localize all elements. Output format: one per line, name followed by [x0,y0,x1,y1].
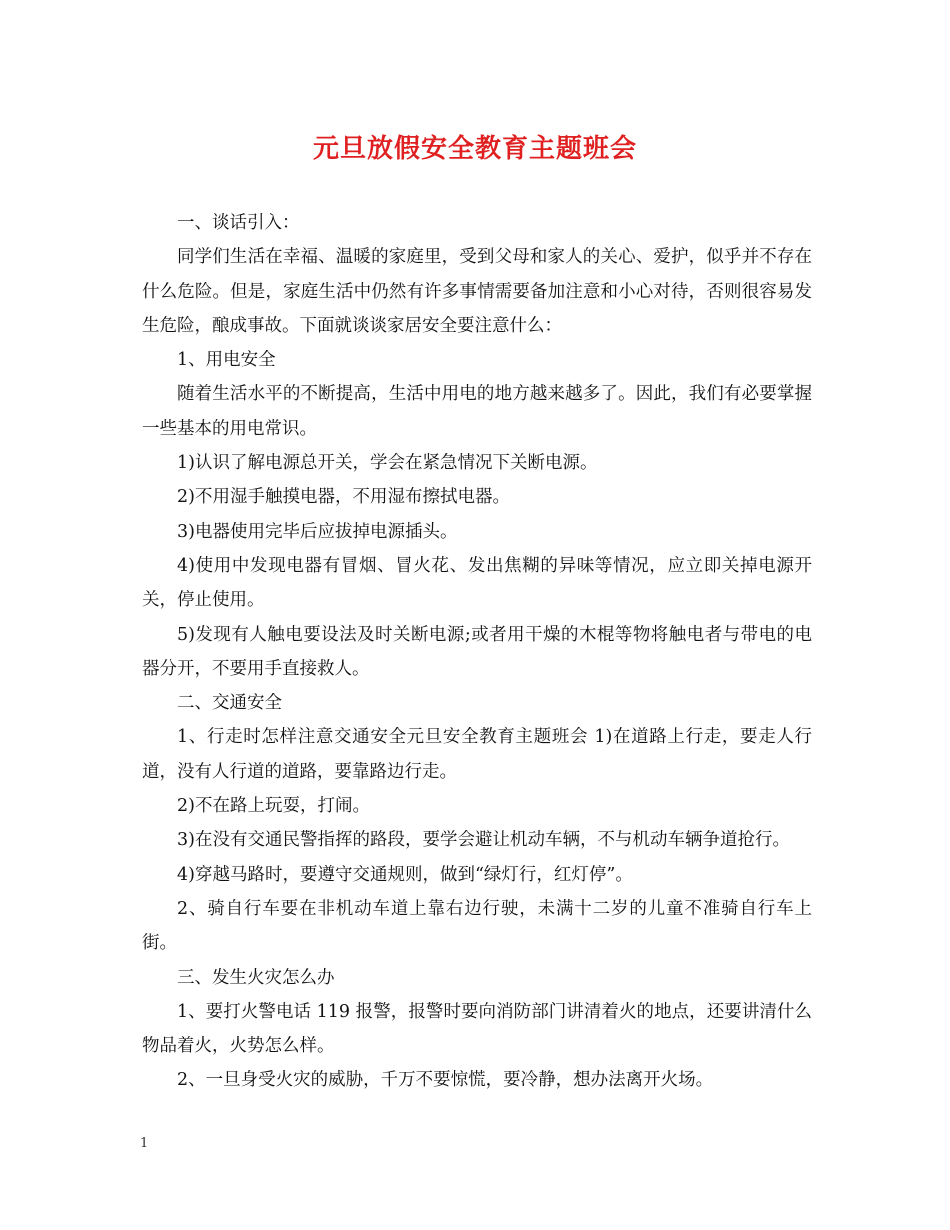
list-item-traffic-2: 2)不在路上玩耍，打闹。 [177,796,370,817]
section-heading-traffic: 二、交通安全 [177,693,282,714]
list-item-traffic-4: 4)穿越马路时，要遵守交通规则，做到“绿灯行，红灯停”。 [177,864,633,885]
paragraph-electric-intro: 随着生活水平的不断提高，生活中用电的地方越来越多了。因此，我们有必要掌握一些基本的用电常识。 [142,384,812,439]
list-item-electric-2: 2)不用湿手触摸电器，不用湿布擦拭电器。 [177,487,510,508]
document-title: 元旦放假安全教育主题班会 [312,134,637,164]
list-item-electric-3: 3)电器使用完毕后应拔掉电源插头。 [177,521,458,542]
subheading-electric-safety: 1、用电安全 [177,350,276,371]
list-item-traffic-1: 1、行走时怎样注意交通安全元旦安全教育主题班会 1)在道路上行走，要走人行道，没有人行道的道路，要靠路边行走。 [142,727,812,782]
list-item-bicycle: 2、骑自行车要在非机动车道上靠右边行驶，未满十二岁的儿童不准骑自行车上街。 [142,898,812,954]
list-item-electric-4: 4)使用中发现电器有冒烟、冒火花、发出焦糊的异味等情况，应立即关掉电源开关，停止使用。 [142,555,812,611]
list-item-fire-1: 1、要打火警电话 119 报警，报警时要向消防部门讲清着火的地点，还要讲清什么物品着火，火势怎么样。 [142,1001,812,1057]
paragraph-intro: 同学们生活在幸福、温暖的家庭里，受到父母和家人的关心、爱护，似乎并不存在什么危险。但是，家庭生活中仍然有许多事情需要备加注意和小心对待，否则很容易发生危险，酿成事故。下面就谈谈家居安全要注意什么： [142,247,812,336]
list-item-traffic-3: 3)在没有交通民警指挥的路段，要学会避让机动车辆，不与机动车辆争道抢行。 [177,830,790,851]
section-heading-intro: 一、谈话引入： [177,213,300,233]
document-body [142,206,812,1098]
list-item-fire-2: 2、一旦身受火灾的威胁，千万不要惊慌，要冷静，想办法离开火场。 [177,1070,714,1091]
list-item-electric-5: 5)发现有人触电要设法及时关断电源;或者用干燥的木棍等物将触电者与带电的电器分开，不要用手直接救人。 [142,624,812,679]
page-number: 1 [140,1136,149,1151]
section-heading-fire: 三、发生火灾怎么办 [177,967,335,988]
list-item-electric-1: 1)认识了解电源总开关，学会在紧急情况下关断电源。 [177,453,598,474]
